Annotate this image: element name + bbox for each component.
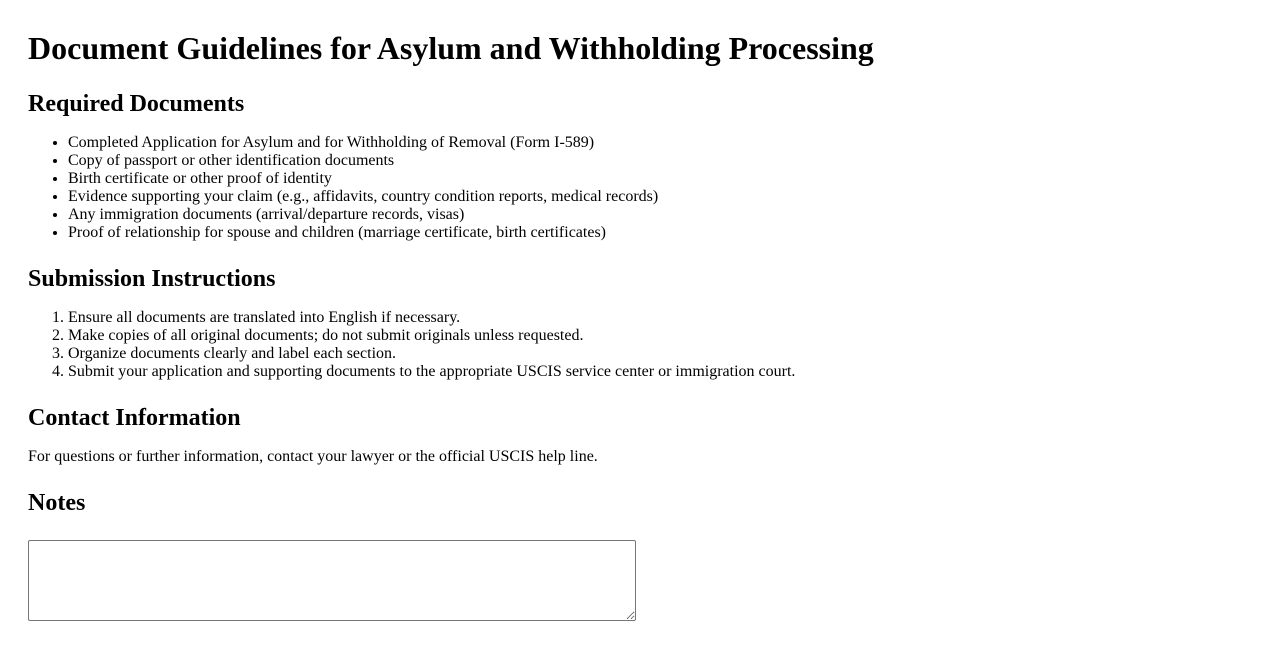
- list-item: • Birth certificate or other proof of identity: [68, 170, 1250, 188]
- list-item: • Copy of passport or other identification documents: [68, 152, 1250, 170]
- page-title: Document Guidelines for Asylum and Withholding Processing: [28, 30, 874, 66]
- list-item: 3. Organize documents clearly and label each section.: [68, 345, 1250, 363]
- contact-text: For questions or further information, contact your lawyer or the official USCIS help line.: [28, 448, 598, 465]
- contact-information-heading: Contact Information: [28, 405, 241, 431]
- submission-steps-list: [28, 309, 1250, 381]
- submission-instructions-heading: Submission Instructions: [28, 266, 276, 292]
- list-item: • Any immigration documents (arrival/departure records, visas): [68, 206, 1250, 224]
- list-item: 4. Submit your application and supporting documents to the appropriate USCIS service center or immigration court.: [68, 363, 1250, 381]
- list-item: • Evidence supporting your claim (e.g., affidavits, country condition reports, medical records): [68, 188, 1250, 206]
- list-item: 2. Make copies of all original documents; do not submit originals unless requested.: [68, 327, 1250, 345]
- notes-textarea[interactable]: [28, 540, 636, 621]
- list-item: 1. Ensure all documents are translated into English if necessary.: [68, 309, 1250, 327]
- list-item: • Completed Application for Asylum and for Withholding of Removal (Form I-589): [68, 134, 1250, 152]
- notes-heading: Notes: [28, 490, 86, 516]
- required-documents-list: [28, 134, 1250, 242]
- list-item: • Proof of relationship for spouse and children (marriage certificate, birth certificates): [68, 224, 1250, 242]
- required-documents-heading: Required Documents: [28, 91, 245, 117]
